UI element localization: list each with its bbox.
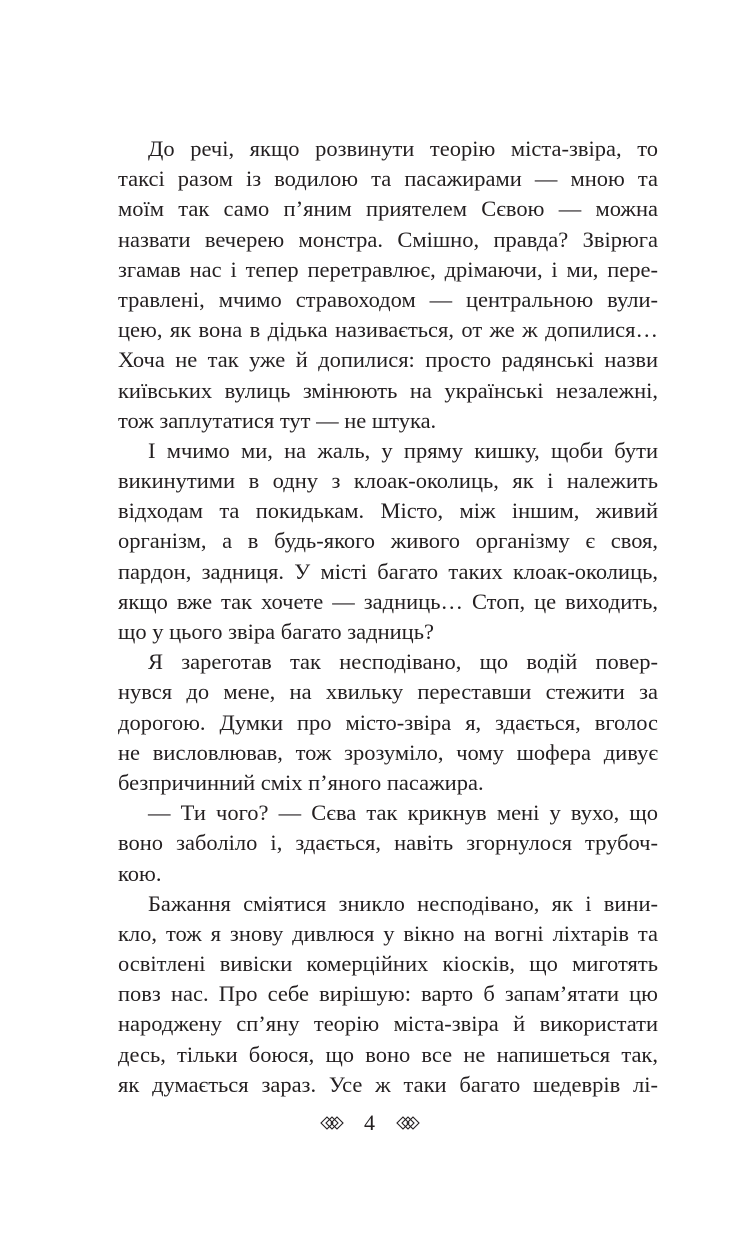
- text-line: Хоча не так уже й допилися: просто радянські назви: [118, 347, 658, 373]
- text-line: травлені, мчимо стравоходом — центральною вули-: [118, 286, 658, 312]
- text-line: пардон, задниця. У місті багато таких клоак-околиць,: [118, 558, 658, 584]
- paragraph: [118, 134, 658, 436]
- text-line: народжену сп’яну теорію міста-звіра й використати: [118, 1011, 658, 1037]
- text-line: цею, як вона в дідька називається, от же ж допилися…: [118, 317, 658, 343]
- text-line: І мчимо ми, на жаль, у пряму кишку, щоби бути: [148, 437, 658, 463]
- text-line: не висловлював, тож зрозуміло, чому шофера дивує: [118, 739, 658, 765]
- text-line: Бажання сміятися зникло несподівано, як і вини-: [148, 890, 658, 916]
- text-line: таксі разом із водилою та пасажирами — мною та: [118, 166, 658, 192]
- paragraph: [118, 889, 658, 1100]
- text-line: київських вулиць змінюють на українські незалежні,: [118, 377, 658, 403]
- ornament-right-icon: [381, 1115, 435, 1131]
- text-line: Я зареготав так несподівано, що водій повер-: [148, 649, 658, 675]
- text-line: організм, а в будь-якого живого організму є своя,: [118, 528, 658, 554]
- ornament-left-icon: [305, 1115, 359, 1131]
- paragraph: [118, 798, 658, 889]
- text-line: викинутими в одну з клоак-околиць, як і належить: [118, 468, 658, 494]
- text-line: — Ти чого? — Сєва так крикнув мені у вухо, що: [148, 800, 658, 826]
- text-line: воно заболіло і, здається, навіть згорнулося трубоч-: [118, 830, 658, 856]
- text-line: повз нас. Про себе вирішую: варто б запам’ятати цю: [118, 981, 658, 1007]
- paragraph: [118, 436, 658, 647]
- text-line: назвати вечерею монстра. Смішно, правда? Звірюга: [118, 226, 658, 252]
- text-line: відходам та покидькам. Місто, між іншим, живий: [118, 498, 658, 524]
- text-line: десь, тільки боюся, що воно все не напишеться так,: [118, 1041, 658, 1067]
- text-line: дорогою. Думки про місто-звіра я, здається, вголос: [118, 709, 658, 735]
- text-line: освітлені вивіски комерційних кіосків, що миготять: [118, 951, 658, 977]
- text-line: згамав нас і тепер перетравлює, дрімаючи, і ми, пере-: [118, 256, 658, 282]
- text-line: До речі, якщо розвинути теорію міста-звіра, то: [148, 136, 658, 161]
- text-line: нувся до мене, на хвильку переставши стежити за: [118, 679, 658, 705]
- text-line: кою.: [118, 860, 162, 886]
- text-line: тож заплутатися тут — не штука.: [118, 407, 437, 433]
- text-line: безпричинний сміх п’яного пасажира.: [118, 769, 484, 795]
- text-line: якщо вже так хочете — задниць… Стоп, це виходить,: [118, 588, 658, 614]
- page-number: 4: [364, 1109, 375, 1135]
- paragraph: [118, 647, 658, 798]
- page-body-text: [118, 134, 658, 1100]
- text-line: кло, тож я знову дивлюся у вікно на вогні ліхтарів та: [118, 920, 658, 946]
- text-line: що у цього звіра багато задниць?: [118, 619, 434, 644]
- text-line: як думається зараз. Усе ж таки багато шедеврів лі-: [118, 1071, 658, 1097]
- page-footer: [0, 1108, 739, 1134]
- text-line: моїм так само п’яним приятелем Сєвою — можна: [118, 196, 658, 222]
